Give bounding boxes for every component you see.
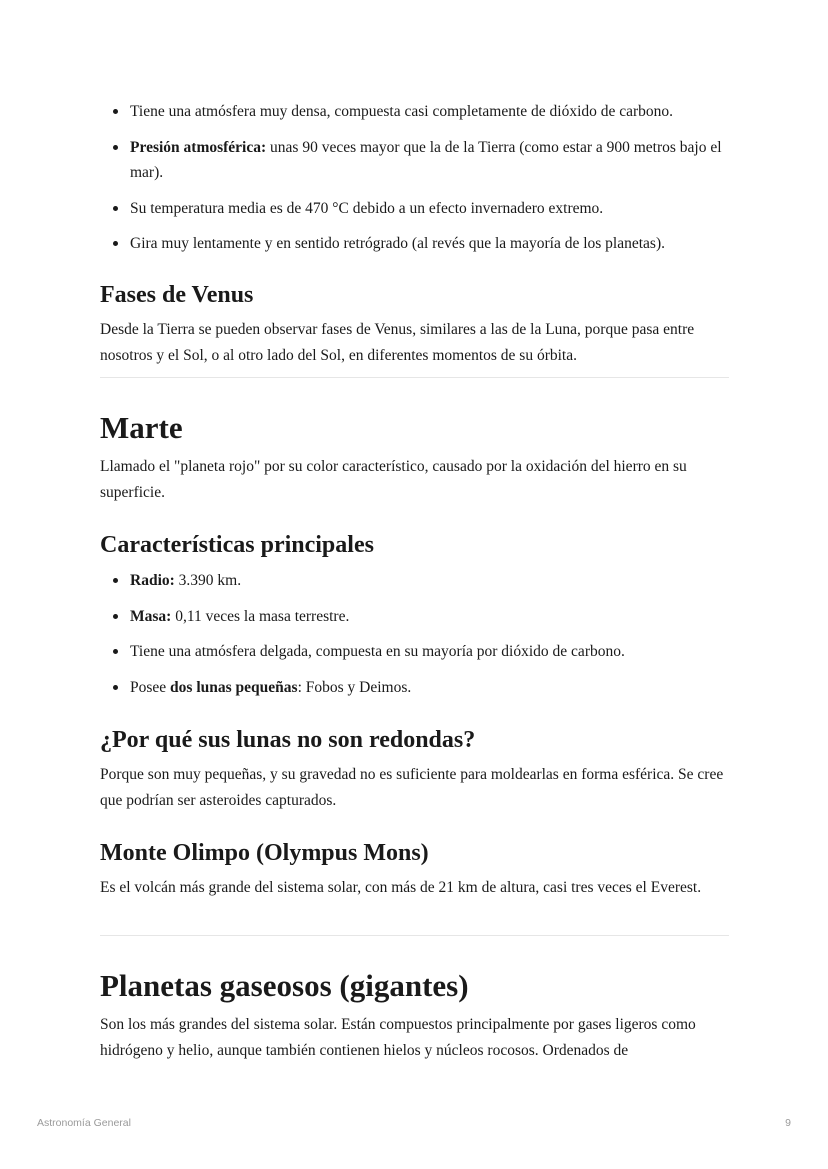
list-item (100, 568, 730, 594)
list-item (100, 604, 730, 630)
venus-list (100, 99, 730, 257)
item-text: Su temperatura media es de 470 °C debido a un efecto invernadero extremo. (130, 199, 604, 217)
heading-caracteristicas: Características principales (100, 532, 374, 558)
paragraph-lunas: Porque son muy pequeñas, y su gravedad no es suficiente para moldearlas en forma esférica. Se cree que podrían ser asteroides capturados. (100, 766, 724, 809)
paragraph-gaseosos: Son los más grandes del sistema solar. Están compuestos principalmente por gases ligeros como hidrógeno y helio, aunque también contienen hielos y núcleos rocosos. Ordenados de (100, 1016, 696, 1059)
item-text: Tiene una atmósfera muy densa, compuesta casi completamente de dióxido de carbono. (130, 103, 674, 120)
paragraph-marte: Llamado el "planeta rojo" por su color característico, causado por la oxidación del hierro en su superficie. (100, 458, 687, 501)
divider (100, 377, 729, 378)
paragraph-fases: Desde la Tierra se pueden observar fases de Venus, similares a las de la Luna, porque pasa entre nosotros y el Sol, o al otro lado del Sol, en diferentes momentos de su órbita. (100, 321, 695, 364)
paragraph-olimpo: Es el volcán más grande del sistema solar, con más de 21 km de altura, casi tres veces el Everest. (100, 879, 702, 896)
marte-list (100, 568, 730, 700)
item-text: 3.390 km. (174, 572, 242, 589)
item-text: unas 90 veces mayor que la de la Tierra (como estar a 900 metros bajo el mar). (130, 138, 722, 181)
list-item (100, 231, 730, 257)
item-bold: dos lunas pequeñas (170, 678, 298, 696)
list-item (100, 675, 730, 701)
list-item (100, 99, 730, 125)
list-item (100, 639, 730, 665)
item-text: Posee (130, 678, 171, 696)
item-text: Tiene una atmósfera delgada, compuesta en su mayoría por dióxido de carbono. (130, 643, 625, 660)
item-text: 0,11 veces la masa terrestre. (171, 607, 350, 625)
heading-fases: Fases de Venus (100, 282, 254, 308)
list-item (100, 135, 730, 186)
footer-title: Astronomía General (37, 1117, 131, 1129)
item-text: : Fobos y Deimos. (297, 678, 412, 696)
list-item (100, 196, 730, 222)
heading-olimpo: Monte Olimpo (Olympus Mons) (100, 840, 429, 866)
divider (100, 935, 729, 936)
heading-gaseosos: Planetas gaseosos (gigantes) (100, 968, 469, 1003)
page-number: 9 (785, 1117, 791, 1129)
item-text: Gira muy lentamente y en sentido retrógrado (al revés que la mayoría de los planetas). (130, 235, 665, 252)
heading-lunas: ¿Por qué sus lunas no son redondas? (100, 727, 476, 753)
heading-marte: Marte (100, 410, 183, 445)
item-bold: Radio: (130, 572, 175, 589)
item-bold: Masa: (130, 607, 172, 625)
item-bold: Presión atmosférica: (130, 138, 267, 156)
